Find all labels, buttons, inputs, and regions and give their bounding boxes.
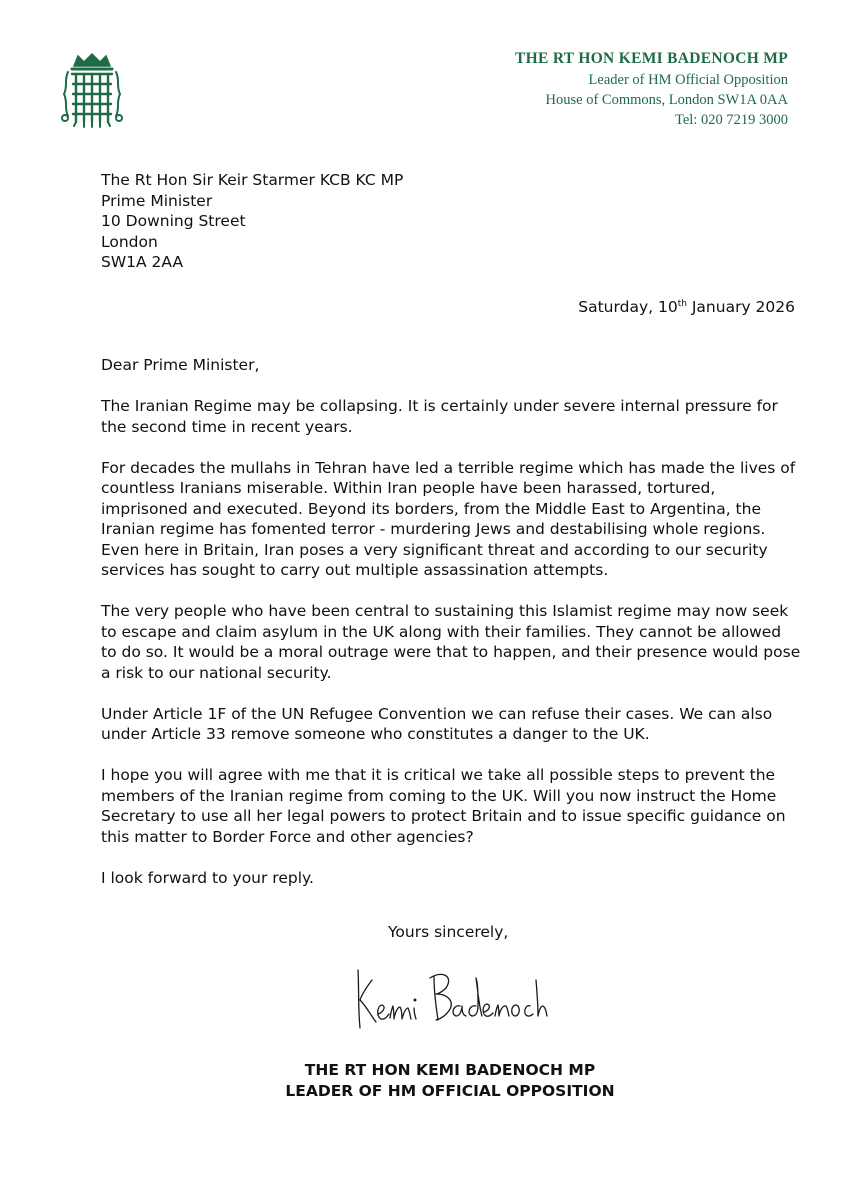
body-paragraph: For decades the mullahs in Tehran have led a terrible regime which has made the lives of countless Iranians miserable. Within Iran people have been harassed, tortured, imprisoned and executed. Beyond its borders, from the Middle East to Argentina, the Iranian regime has fomented terror - murdering Jews and destabilising whole regions. Even here in Britain, Iran poses a very significant threat and according to our security services has sought to carry out multiple assassination attempts. [101,458,796,579]
signature-block [250,1060,650,1102]
body-paragraph: The very people who have been central to sustaining this Islamist regime may now seek to escape and claim asylum in the UK along with their families. They cannot be allowed to do so. It would be a moral outrage were that to happen, and their presence would pose a risk to our national security. [101,602,801,682]
salutation: Dear Prime Minister, [101,356,260,374]
signatory-name: THE RT HON KEMI BADENOCH MP [304,1061,596,1079]
closing-line: I look forward to your reply. [101,868,314,887]
signoff: Yours sincerely, [388,923,509,941]
letterhead-address: House of Commons, London SW1A 0AA [545,92,788,108]
recipient-address [101,170,403,273]
recipient-line: The Rt Hon Sir Keir Starmer KCB KC MP [101,171,404,189]
date-day: Saturday, 10 [578,298,678,316]
body-paragraph: The Iranian Regime may be collapsing. It is certainly under severe internal pressure for the second time in recent years. [101,397,778,436]
letterhead-tel: Tel: 020 7219 3000 [675,112,788,128]
handwritten-signature [350,962,550,1038]
date-month-year: January 2026 [686,298,795,316]
recipient-line: Prime Minister [101,191,213,210]
letterhead-title: Leader of HM Official Opposition [588,72,788,88]
recipient-line: London [101,232,158,251]
letterhead [515,48,788,130]
letterhead-name: THE RT HON KEMI BADENOCH MP [515,50,788,67]
recipient-line: SW1A 2AA [101,253,184,271]
portcullis-icon [60,52,124,128]
body-paragraph: I hope you will agree with me that it is critical we take all possible steps to prevent the members of the Iranian regime from coming to the UK. Will you now instruct the Home Secretary to use all her legal powers to protect Britain and to issue specific guidance on this matter to Border Force and other agencies? [101,766,786,846]
date-suffix: th [677,299,687,309]
letter-date [578,294,795,317]
signatory-title: LEADER OF HM OFFICIAL OPPOSITION [285,1082,615,1100]
letter-body [101,355,801,888]
body-paragraph: Under Article 1F of the UN Refugee Convention we can refuse their cases. We can also under Article 33 remove someone who constitutes a danger to the UK. [101,704,773,743]
recipient-line: 10 Downing Street [101,212,246,230]
